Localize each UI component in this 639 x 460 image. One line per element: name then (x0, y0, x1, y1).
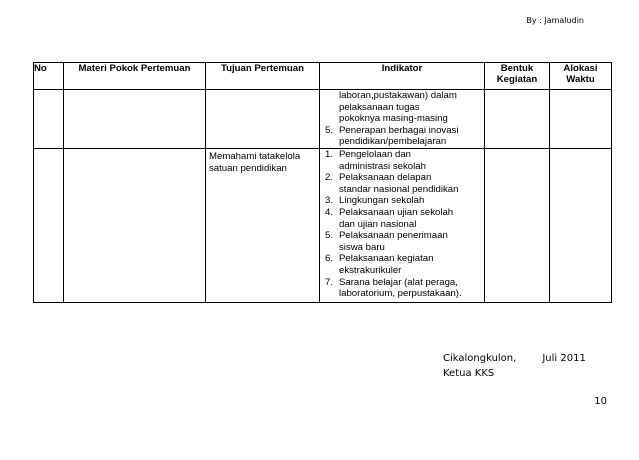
item-number: 1. (325, 148, 334, 160)
text-line: Pelaksanaan ujian sekolah (339, 206, 454, 218)
text-line: Pengelolaan dan (339, 148, 412, 160)
indicator-continuation (320, 90, 484, 125)
item-number: 4. (325, 206, 334, 218)
signing-place: Cikalongkulon, (443, 353, 517, 364)
text-line: pendidikan/pembelajaran (339, 136, 447, 148)
text-line: Pelaksanaan delapan (339, 172, 432, 184)
text-line: Lingkungan sekolah (339, 195, 425, 207)
cell-indikator (320, 148, 485, 302)
list-item (320, 207, 484, 230)
text-line: standar nasional pendidikan (339, 183, 459, 195)
item-number: 5. (325, 124, 334, 136)
list-item (320, 195, 484, 207)
text-line: Pelaksanaan penerimaan (339, 230, 448, 242)
table-row (34, 148, 612, 302)
text-line: administrasi sekolah (339, 160, 426, 172)
text-line: Penerapan berbagai inovasi (339, 124, 459, 136)
signature-block (443, 351, 586, 381)
cell-alokasi (550, 90, 612, 149)
header-bentuk: Bentuk Kegiatan (485, 63, 550, 90)
cell-alokasi (550, 148, 612, 302)
table-header-row (34, 63, 612, 90)
signing-date: Juli 2011 (542, 353, 586, 364)
table-row (34, 90, 612, 149)
list-item (320, 253, 484, 276)
text-line: ekstrakurikuler (339, 264, 402, 276)
list-item (320, 230, 484, 253)
text-line: Sarana belajar (alat peraga, (339, 276, 458, 288)
text-line: pokoknya masing-masing (339, 113, 448, 125)
cell-indikator (320, 90, 485, 149)
place-date-line (443, 351, 586, 366)
text-line: laboran,pustakawan) dalam (339, 90, 457, 101)
lesson-plan-table (33, 62, 612, 303)
item-number: 6. (325, 253, 334, 265)
header-materi: Materi Pokok Pertemuan (64, 63, 206, 90)
text-line: siswa baru (339, 241, 385, 253)
cell-no (34, 148, 64, 302)
page-number: 10 (594, 396, 607, 407)
signatory-title: Ketua KKS (443, 368, 495, 379)
text-line: pelaksanaan tugas (339, 101, 420, 113)
cell-tujuan (206, 90, 320, 149)
item-number: 3. (325, 195, 334, 207)
item-number: 5. (325, 230, 334, 242)
header-tujuan: Tujuan Pertemuan (206, 63, 320, 90)
cell-materi (64, 148, 206, 302)
list-item (320, 277, 484, 300)
item-number: 7. (325, 276, 334, 288)
item-number: 2. (325, 172, 334, 184)
header-no: No (34, 63, 64, 90)
list-item (320, 172, 484, 195)
text-line: Pelaksanaan kegiatan (339, 253, 434, 265)
text-line: laboratorium, perpustakaan). (339, 288, 462, 300)
header-alokasi: Alokasi Waktu (550, 63, 612, 90)
cell-bentuk (485, 148, 550, 302)
cell-bentuk (485, 90, 550, 149)
cell-no (34, 90, 64, 149)
indicator-list (320, 149, 484, 300)
cell-materi (64, 90, 206, 149)
indicator-list (320, 125, 484, 148)
text-line: dan ujian nasional (339, 218, 417, 230)
cell-tujuan: Memahami tatakelola satuan pendidikan (206, 148, 320, 302)
header-indikator: Indikator (320, 63, 485, 90)
list-item (320, 125, 484, 148)
author-byline: By : Jamaludin (526, 16, 584, 25)
list-item (320, 149, 484, 172)
